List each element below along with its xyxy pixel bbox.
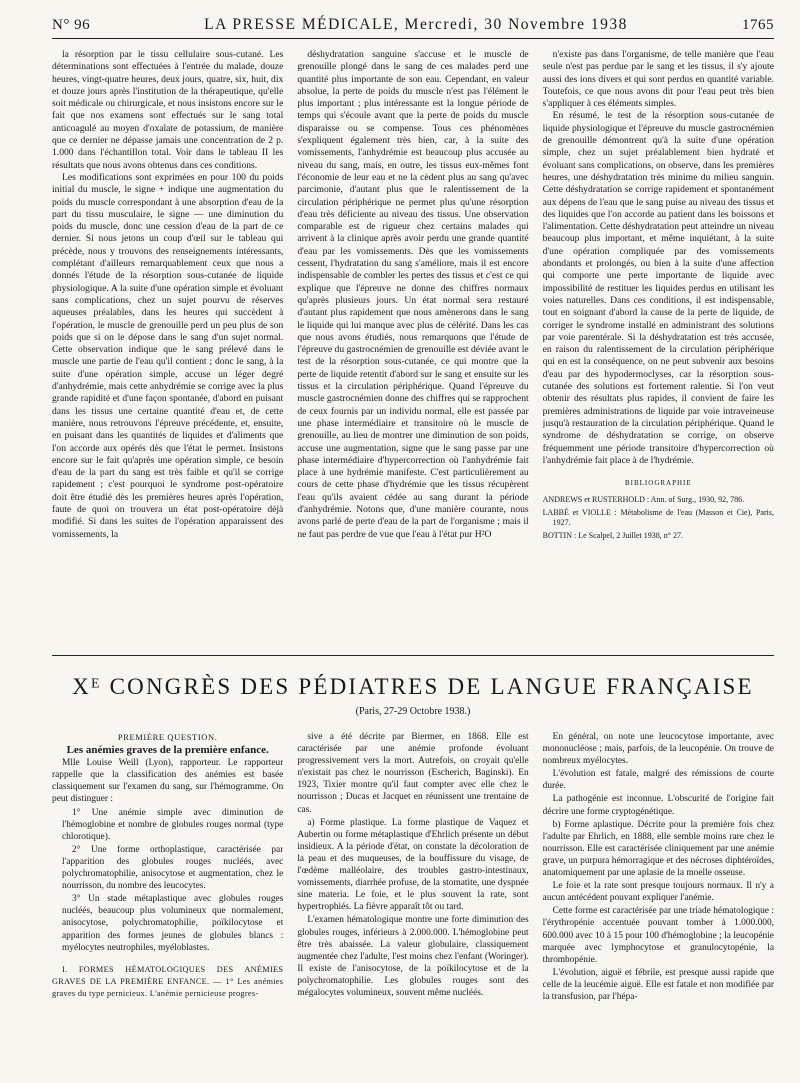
congress-heading [52, 674, 774, 717]
bibliography-entry: BOTTIN : Le Scalpel, 2 Juillet 1938, n° 27. [542, 531, 683, 541]
paragraph: sive a été décrite par Biermer, en 1868. Elle est caractérisée par une anémie profonde évoluant progressivement vers la mort. Autrefois, on croyait qu'elle n'existait pas chez le nourrisson (Escherich, Baginski). En 1923, Tixier montre qu'il faut compter avec elle chez le nourrisson ; Ducas et Jacquet en réunissent une trentaine de cas. [297, 732, 529, 815]
page-header [52, 0, 774, 39]
issue-number: N° 96 [52, 17, 91, 33]
paragraph: Les modifications sont exprimées en pour 100 du poids initial du muscle, le signe + indique une augmentation du poids du muscle correspondant à une absorption d'eau de la part du tissu musculaire, le signe — une diminution du poids du muscle, donc une cession d'eau de la part de ce dernier. Si nous jetons un coup d'œil sur le tableau qui précède, nous y trouvons des renseignements intéressants, complétant d'ailleurs remarquablement ceux que nous a donnés l'étude de la résorption sous-cutanée de liquide physiologique. A la suite d'une opération simple et évoluant sans complications, chez un sujet pourvu de réserves aqueuses préalables, dans les heures qui succèdent à l'opération, le muscle de grenouille perd un peu plus de son poids que si on le dépose dans le sang d'un sujet normal. Cette observation indique que le sang prélevé dans le muscle une partie de l'eau qu'il contient ; donc le sang, à la suite d'une opération simple, accuse un léger degré d'anhydrémie, mais cette anhydrémie se corrige avec la plus grande rapidité et d'une façon spontanée, d'abord en puisant dans les tissus une certaine quantité d'eau et, de cette manière, nous retrouvons l'épreuve précédente, et, ensuite, en puisant dans les quantités de liquides et d'aliments que l'on accorde aux opérés dès que l'état le permet. Insistons encore sur le fait qu'après une opération simple, ce besoin d'eau de la part du sang est très faible et qu'il se corrige rapidement ; c'est pourquoi le syndrome post-opératoire doit être étudié dès les premières heures après l'opération, faute de quoi on trouvera un état post-opératoire déjà modifié. Si dans les suites de l'opération apparaissent des vomissements, la [52, 171, 284, 540]
paragraph: L'évolution est fatale, malgré des rémissions de courte durée. [542, 769, 774, 792]
page-number: 1765 [742, 17, 774, 33]
paragraph: L'évolution, aiguë et fébrile, est presque aussi rapide que celle de la leucémie aiguë. Elle est fatale et non modifiée par la transfusion, par l'hépa- [542, 967, 774, 1002]
article-column-3 [543, 49, 774, 651]
topic-heading: Les anémies graves de la première enfance. [66, 744, 269, 757]
bibliography-entry: LABBÉ et VIOLLE : Métabolisme de l'eau (Masson et Cie), Paris, 1927. [542, 508, 774, 528]
article-column-2 [297, 49, 528, 651]
article-top [52, 49, 774, 651]
congress-subtitle: (Paris, 27-29 Octobre 1938.) [355, 706, 471, 717]
paragraph: En résumé, le test de la résorption sous-cutanée de liquide physiologique et l'épreuve du muscle gastrocnémien de grenouille démontrent qu'à la suite d'une opération simple, chez un sujet préalablement bien hydraté et évoluant sans complications, on observe, dans les premières heures, une déshydratation très minime du milieu sanguin. Cette déshydratation se corrige rapidement et spontanément aux dépens de l'eau que le sang puise au niveau des tissus et des liquides que l'on accorde au patient dans les boissons et l'alimentation. Cette déshydratation peut atteindre un niveau beaucoup plus important, et même inquiétant, à la suite d'une opération compliquée par des vomissements abondants et prolongés, ou bien à la suite d'une affection qui comporte une perte importante de liquide avec impossibilité de restituer les liquides perdus en utilisant les voies naturelles. Dans ces conditions, il est indispensable, tout en soignant d'abord la cause de la perte de liquide, de corriger le syndrome installé en administrant des solutions par voie parentérale. Si la déshydratation est très accusée, en raison du ralentissement de la circulation périphérique qui en est la conséquence, on ne peut subvenir aux besoins d'eau par des hypodermoclyses, car la résorption sous-cutanée des solutions est fortement ralentie. Si l'on veut obtenir des résultats plus rapides, il convient de faire les premières administrations de liquide par voie intraveineuse jusqu'à restauration de la circulation périphérique. Quand le syndrome de déshydratation se corrige, on observe fréquemment une période transitoire d'hypercorrection où l'anhydrémie fait place à de l'hydrémie. [542, 110, 774, 466]
paragraph: Cette forme est caractérisée par une triade hématologique : l'érythropénie accentuée pouvant tomber à 1.000.000, 600.000 avec 10 à 15 pour 100 d'hémoglobine ; la leucopénie marquée avec lymphocytose et granulocytopénie, la thrombopénie. [542, 906, 774, 965]
section-divider [52, 655, 774, 656]
congress-column-3 [543, 731, 774, 1083]
congress-title: Xᴱ CONGRÈS DES PÉDIATRES DE LANGUE FRANÇAISE [72, 674, 754, 699]
paragraph: En général, on note une leucocytose importante, avec mononucléose ; mais, parfois, de la leucopénie. On trouve de nombreux myélocytes. [542, 732, 774, 767]
paragraph: la résorption par le tissu cellulaire sous-cutané. Les déterminations sont effectuées à l'entrée du malade, douze heures, vingt-quatre heures, deux jours, quatre, six, huit, dix et douze jours après l'institution de la thérapeutique, qu'elle soit médicale ou chirurgicale, et nous insistons encore sur le fait que nos examens sont effectués sur le sang total anticoagulé au moyen d'oxalate de potassium, de manière que ce dernier ne dépasse jamais une concentration de 2 p. 1.000 dans l'échantillon total. Voir dans le tableau II les résultats que nous avons obtenus dans ces conditions. [52, 49, 284, 171]
congress-column-1 [52, 731, 283, 1083]
list-item: 1° Une anémie simple avec diminution de l'hémoglobine et nombre de globules rouges normal (type chlorotique). [62, 807, 284, 842]
bibliography-title: BIBLIOGRAPHIE [624, 479, 692, 488]
paragraph: déshydratation sanguine s'accuse et le muscle de grenouille plongé dans le sang de ces malades perd une quantité plus importante de son eau. Cependant, en valeur absolue, la perte de poids du muscle n'est pas l'élément le plus important ; plus intéressante est la longue période de temps qui s'écoule avant que la perte de poids du muscle disparaisse ou se compense. Tous ces phénomènes s'expliquent également très bien, car, à la suite des vomissements, l'anhydrémie est beaucoup plus accusée au niveau du sang, mais, en outre, les tissus eux-mêmes font l'économie de leur eau et ne la cèdent plus au sang qu'avec parcimonie, d'autant plus que le ralentissement de la circulation périphérique ne permet plus qu'une résorption d'eau très déficiente au niveau des tissus. Une observation comparable est de rigueur chez certains malades qui arrivent à la clinique après avoir perdu une grande quantité d'eau par les vomissements. Dès que les vomissements cessent, l'hydratation du sang s'améliore, mais il est encore indispensable de combler les pertes des tissus et c'est ce qui explique que l'épreuve ne donne des chiffres normaux qu'après plusieurs jours. Un état normal sera restauré d'autant plus rapidement que nous amènerons dans le sang le liquide qui lui manque avec plus de célérité. Dans les cas que nous avons étudiés, nous remarquons que l'étude de l'épreuve du gastrocnémien de grenouille est déviée avant le test de la résorption sous-cutanée, ce qui montre que la perte de liquide retentit d'abord sur le sang et ensuite sur les tissus et la circulation périphérique. Quand l'épreuve du muscle gastrocnémien donne des chiffres qui se rapprochent de ceux fournis par un individu normal, elle est passée par une phase intermédiaire et transitoire où le muscle de grenouille, au lieu de montrer une diminution de son poids, accuse une augmentation, signe que le sang passe par une phase intermédiaire d'hypercorrection où l'anhydrémie fait place à une hydrémie manifeste. C'est particulièrement au cours de cette phase d'hydrémie que les tissus récupèrent l'eau qu'ils avaient cédée au sang durant la période d'anhydrémie. Notons que, d'une manière courante, nous avons parlé de perte d'eau de la part de l'organisme ; mais il ne faut pas perdre de vue que l'eau à l'état pur H²O [297, 49, 529, 540]
paragraph: b) Forme aplastique. Décrite pour la première fois chez l'adulte par Ehrlich, en 1888, elle semble moins rare chez le nourrisson. Elle est caractérisée cliniquement par une anémie grave, un purpura hémorragique et des nécroses diphtéroïdes, anatomiquement par une aplasie de la moelle osseuse. [542, 819, 774, 879]
congress-body [52, 731, 774, 1083]
section-heading: I. FORMES HÉMATOLOGIQUES DES ANÉMIES GRAVES DE LA PREMIÈRE ENFANCE. — 1° Les anémies graves du type pernicieux. L'anémie pernicieuse progres- [52, 964, 284, 998]
list-item: 3° Un stade métaplastique avec globules rouges nucléés, beaucoup plus volumineux que normalement, anisocytose, polychromatophilie, poïkilocytose et apparition des formes jeunes de globules blancs : myélocytes neutrophiles, myéloblastes. [62, 894, 284, 953]
bibliography-entry: ANDREWS et RUSTERHOLD : Ann. of Surg., 1930, 92, 786. [542, 495, 745, 505]
paragraph: Le foie et la rate sont presque toujours normaux. Il n'y a aucun antécédent pouvant expliquer l'anémie. [542, 881, 774, 904]
paragraph: La pathogénie est inconnue. L'obscurité de l'origine fait décrire une forme cryptogénétique. [542, 794, 774, 817]
bibliography [543, 495, 774, 541]
paragraph: L'examen hématologique montre une forte diminution des globules rouges, inférieurs à 2.000.000. L'hémoglobine peut être très abaissée. La valeur globulaire, classiquement augmentée chez l'adulte, l'est moins chez l'enfant (Woringer). Il existe de l'anisocytose, de la poïkilocytose et de la polychromatophilie. Les globules rouges sont des mégalocytes volumineux, souvent même nucléés. [297, 915, 529, 998]
journal-title: LA PRESSE MÉDICALE, Mercredi, 30 Novembre 1938 [204, 16, 628, 33]
paragraph: a) Forme plastique. La forme plastique de Vaquez et Aubertin ou forme métaplastique d'Ehrlich présente un début insidieux. A la période d'état, on constate la décoloration de la peau et des muqueuses, de la bouffissure du visage, de l'œdème malléolaire, des troubles gastro-intestinaux, vomissements, diarrhée profuse, de la stomatite, une dyspnée sine materia. Le foie, et le plus souvent la rate, sont hypertrophiés. La fièvre apparaît tôt ou tard. [297, 817, 529, 913]
paragraph: Mlle Louise Weill (Lyon), rapporteur. Le rapporteur rappelle que la classification des anémies est basée classiquement sur l'examen du sang, sur l'hémogramme. On peut distinguer : [52, 758, 284, 805]
question-heading: PREMIÈRE QUESTION. [117, 732, 218, 742]
list-item: 2° Une forme orthoplastique, caractérisée par l'apparition des globules rouges nucléés, avec polychromatophilie, anisocytose et augmentation, chez le nourrisson, du nombre des leucocytes. [62, 844, 284, 892]
paragraph: n'existe pas dans l'organisme, de telle manière que l'eau seule n'est pas perdue par le sang et les tissus, il s'y ajoute aussi des ions divers et qui sont perdus en quantité variable. Toutefois, ce que nous avons dit pour l'eau peut très bien s'appliquer à ces éléments simples. [542, 49, 774, 110]
congress-column-2 [297, 731, 528, 1083]
article-column-1 [52, 49, 283, 651]
